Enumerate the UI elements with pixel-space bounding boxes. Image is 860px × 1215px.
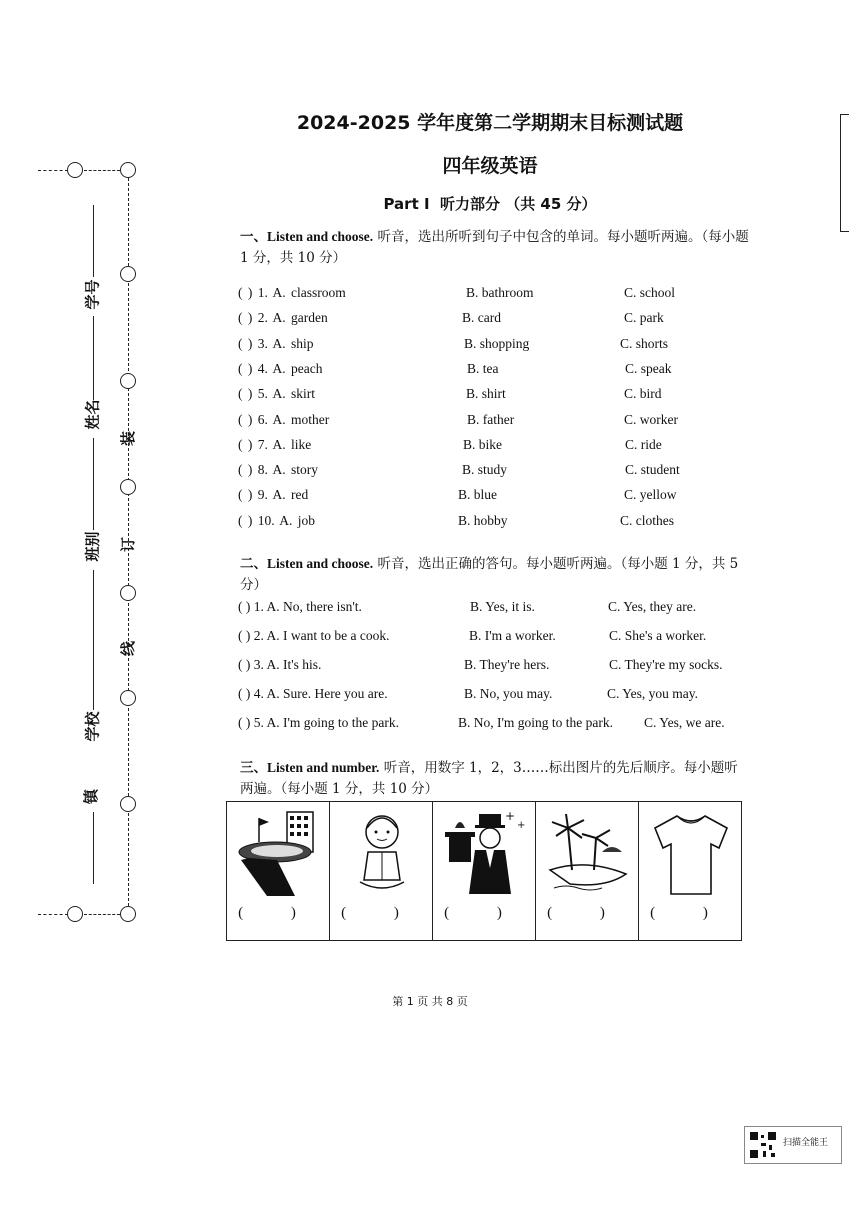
answer-blank[interactable]: ( ) — [238, 905, 318, 921]
scanner-watermark — [744, 1126, 842, 1164]
svg-text:+: + — [505, 809, 516, 823]
boy-reading-icon — [340, 808, 424, 898]
picture-t-shirt — [639, 802, 741, 940]
option-c: C. speak — [625, 360, 672, 376]
option-b: B. bike — [463, 436, 502, 452]
option-a: ( ) 3. A. ship — [238, 335, 314, 351]
option-c: C. park — [624, 310, 664, 326]
option-c: C. Yes, they are. — [608, 599, 697, 614]
picture-boy-reading — [330, 802, 433, 940]
section1-row — [238, 310, 758, 330]
option-c: C. ride — [625, 436, 662, 452]
margin-label-name: 姓名 — [83, 399, 102, 430]
answer-blank[interactable]: ( ) — [341, 905, 421, 921]
option-b: B. Yes, it is. — [470, 599, 535, 614]
picture-swimming-pool — [227, 802, 330, 940]
option-c: C. Yes, we are. — [644, 715, 725, 730]
section1-row — [238, 386, 758, 406]
swimming-pool-icon — [237, 808, 321, 898]
option-c: C. yellow — [624, 487, 677, 503]
section1-row — [238, 412, 758, 432]
option-a: ( ) 1. A. No, there isn't. — [238, 599, 362, 614]
option-a: ( ) 5. A. I'm going to the park. — [238, 715, 400, 730]
margin-label-town: 镇 — [82, 788, 101, 805]
option-b: B. No, you may. — [464, 686, 553, 701]
option-a: ( ) 2. A. I want to be a cook. — [238, 628, 390, 643]
option-a: ( ) 9. A. red — [238, 487, 309, 503]
answer-blank[interactable]: ( ) — [650, 905, 730, 921]
option-b: B. card — [462, 310, 501, 326]
picture-magician — [433, 802, 536, 940]
option-c: C. student — [625, 462, 680, 478]
section1-row — [238, 513, 758, 533]
seal-word-zhuang: 装 — [119, 430, 138, 447]
section2-heading: 二、Listen and choose. 听音，选出正确的答句。每小题听两遍。（每小题 1 分，共 5 分） — [240, 556, 739, 593]
section1-row — [238, 462, 758, 482]
qr-code-icon — [749, 1131, 777, 1159]
exam-title: 2024-2025 学年度第二学期期末目标测试题 — [296, 112, 684, 134]
option-b: B. study — [462, 462, 508, 478]
option-a: ( ) 2. A. garden — [238, 310, 328, 326]
answer-blank[interactable]: ( ) — [444, 905, 524, 921]
option-b: B. hobby — [458, 512, 508, 528]
option-a: ( ) 3. A. It's his. — [238, 657, 322, 672]
option-a: ( ) 4. A. peach — [238, 360, 323, 376]
watermark-text: 扫描全能王 — [783, 1138, 829, 1148]
option-c: C. Yes, you may. — [607, 686, 699, 701]
section1-row — [238, 336, 758, 356]
section2-row — [238, 599, 758, 619]
section1-row — [238, 437, 758, 457]
t-shirt-icon — [649, 808, 733, 898]
option-b: B. No, I'm going to the park. — [458, 715, 614, 730]
option-a: ( ) 5. A. skirt — [238, 386, 315, 402]
option-c: C. clothes — [620, 512, 674, 528]
margin-label-class: 班别 — [83, 531, 102, 562]
option-a: ( ) 8. A. story — [238, 462, 318, 478]
option-b: B. I'm a worker. — [469, 628, 556, 643]
option-c: C. bird — [624, 386, 662, 402]
option-a: ( ) 7. A. like — [238, 436, 312, 452]
option-a: ( ) 6. A. mother — [238, 411, 330, 427]
section3-heading: 三、Listen and number. 听音，用数字 1，2，3……标出图片的先后顺序。每小题听两遍。（每小题 1 分，共 10 分） — [240, 760, 738, 797]
option-c: C. school — [624, 285, 676, 300]
option-c: C. shorts — [620, 335, 669, 351]
section1-row — [238, 487, 758, 507]
section1-heading: 一、Listen and choose. 听音，选出所听到句子中包含的单词。每小题听两遍。（每小题 1 分，共 10 分） — [240, 229, 749, 266]
section2-row — [238, 657, 758, 677]
option-b: B. father — [467, 411, 515, 427]
option-c: C. She's a worker. — [609, 628, 707, 643]
option-a: ( ) 4. A. Sure. Here you are. — [238, 686, 388, 701]
part-heading: Part Ⅰ 听力部分 （共 45 分） — [383, 195, 597, 213]
option-b: B. tea — [467, 360, 499, 376]
option-a: ( ) 1. A. classroom — [238, 285, 346, 300]
exam-subtitle: 四年级英语 — [442, 155, 538, 177]
option-b: B. bathroom — [466, 285, 534, 300]
option-b: B. They're hers. — [464, 657, 550, 672]
option-c: C. worker — [624, 411, 678, 427]
magician-icon — [443, 808, 527, 898]
answer-blank[interactable]: ( ) — [547, 905, 627, 921]
option-b: B. shirt — [466, 386, 506, 402]
option-c: C. They're my socks. — [609, 657, 723, 672]
margin-label-student-id: 学号 — [83, 279, 102, 310]
seal-word-ding: 订 — [119, 536, 138, 553]
section1-row — [238, 285, 758, 305]
margin-label-school: 学校 — [83, 711, 102, 742]
section1-row — [238, 361, 758, 381]
island-beach-icon — [546, 808, 630, 898]
svg-text:+: + — [517, 820, 526, 831]
picture-strip — [226, 801, 742, 941]
section2-row — [238, 715, 758, 735]
seal-word-xian: 线 — [119, 640, 138, 657]
picture-island — [536, 802, 639, 940]
section2-row — [238, 686, 758, 706]
option-b: B. blue — [458, 487, 497, 503]
section2-row — [238, 628, 758, 648]
option-a: ( ) 10. A. job — [238, 512, 315, 528]
option-b: B. shopping — [464, 335, 530, 351]
page-number: 第 1 页 共 8 页 — [392, 995, 468, 1008]
